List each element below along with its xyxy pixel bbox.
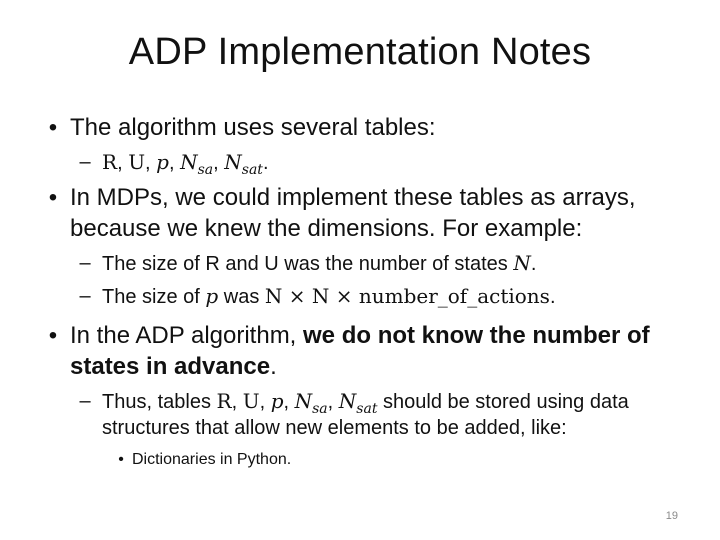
math-p: p xyxy=(205,284,219,308)
slide-title: ADP Implementation Notes xyxy=(128,31,592,73)
dash-bullet: – xyxy=(79,285,91,307)
math-sub-sat: sat xyxy=(356,401,378,417)
math-sub-sa: sa xyxy=(197,162,214,178)
bullet-dot: • xyxy=(48,114,58,141)
comma: , xyxy=(327,391,339,413)
math-N: N xyxy=(224,150,242,174)
page-number: 19 xyxy=(665,510,678,522)
subbullet-size-ru xyxy=(79,250,684,277)
math-N: N xyxy=(294,389,313,413)
math-N: N xyxy=(338,389,357,413)
comma: , xyxy=(117,152,129,174)
comma: , xyxy=(259,391,271,413)
math-N: N xyxy=(513,251,531,275)
slide-content xyxy=(44,108,684,471)
period: . xyxy=(549,286,556,308)
period: . xyxy=(530,253,537,275)
dictionaries-text: Dictionaries in Python. xyxy=(132,451,292,468)
comma: , xyxy=(145,152,157,174)
subsubbullet-dictionaries xyxy=(118,449,684,471)
size-p-prefix: The size of xyxy=(102,286,206,308)
bullet-item-1 xyxy=(48,112,684,143)
bullet-text-1: The algorithm uses several tables: xyxy=(70,114,436,141)
math-sub-sat: sat xyxy=(241,162,263,178)
math-p: p xyxy=(156,150,169,174)
bullet-dot: • xyxy=(48,322,58,349)
subbullet-size-p xyxy=(79,283,684,310)
math-sub-sa: sa xyxy=(312,401,328,417)
size-p-middle: was xyxy=(218,286,265,308)
bullet-item-3 xyxy=(48,320,684,382)
math-size-expression: N × N × number_of_actions xyxy=(264,284,550,308)
math-R: R xyxy=(102,150,118,174)
bullet-text-3-tail: . xyxy=(270,353,277,380)
bullet-item-2 xyxy=(48,182,684,244)
math-U: U xyxy=(242,389,260,413)
thus-prefix: Thus, tables xyxy=(102,391,217,413)
math-p: p xyxy=(270,389,284,413)
math-N: N xyxy=(180,150,198,174)
period: . xyxy=(262,152,269,174)
comma: , xyxy=(168,152,181,174)
size-ru-prefix: The size of R and U was the number of states xyxy=(102,253,514,275)
math-U: U xyxy=(128,150,146,174)
thus-suffix: should be stored using data structures that allow new elements to be added, like: xyxy=(102,391,629,439)
bullet-dot: • xyxy=(48,184,58,211)
comma: , xyxy=(283,391,295,413)
math-R: R xyxy=(216,389,232,413)
comma: , xyxy=(231,391,243,413)
subbullet-thus xyxy=(79,388,684,441)
bullet-dot: • xyxy=(118,451,124,468)
bullet-text-2: In MDPs, we could implement these tables as arrays, because we knew the dimensions. For example: xyxy=(70,184,636,242)
dash-bullet: – xyxy=(79,390,91,412)
bullet-text-3-normal: In the ADP algorithm, xyxy=(70,322,304,349)
bullet-text-3-bold: we do not know the number of states in advance xyxy=(70,322,650,380)
subbullet-tables-list xyxy=(79,149,684,178)
comma: , xyxy=(213,152,225,174)
dash-bullet: – xyxy=(79,151,91,173)
dash-bullet: – xyxy=(79,252,91,274)
